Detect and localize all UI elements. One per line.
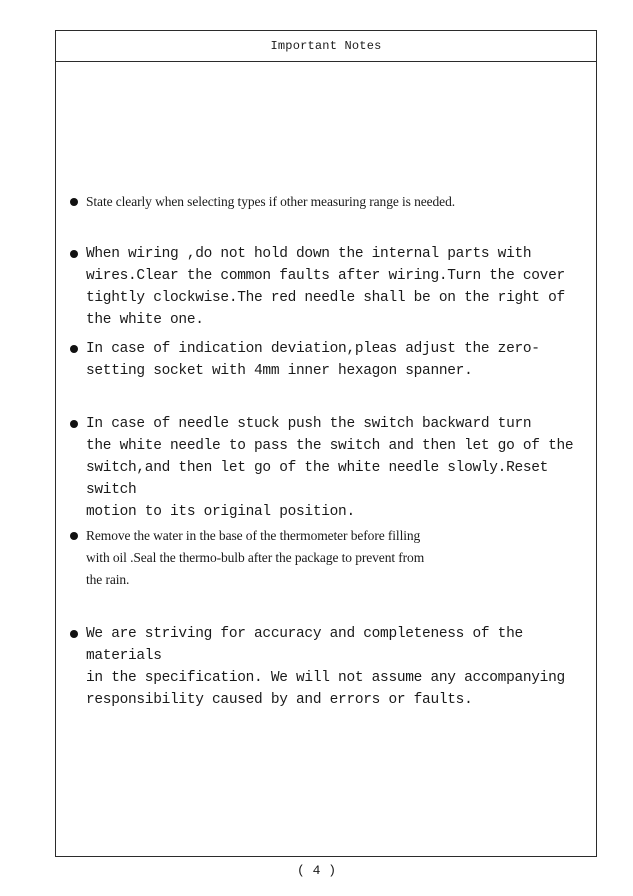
note-item [70,525,590,591]
bullet-icon [70,198,78,206]
bullet-icon [70,345,78,353]
bullet-icon [70,250,78,258]
bullet-icon [70,532,78,540]
note-item [70,338,590,382]
note-text: In case of needle stuck push the switch backward turn the white needle to pass the switch and then let go of the switch,and then let go of the white needle slowly.Reset switch motion to its original position. [86,416,574,520]
note-item [70,243,590,331]
note-text: In case of indication deviation,pleas adjust the zero- setting socket with 4mm inner hexagon spanner. [86,341,540,379]
note-item [70,191,590,213]
bullet-icon [70,630,78,638]
note-item [70,413,590,523]
page-number: ( 4 ) [296,863,336,878]
notes-header [56,31,596,62]
note-text: We are striving for accuracy and completeness of the materials in the specification. We will not assume any accompanying responsibility caused by and errors or faults. [86,626,565,708]
page-title: Important Notes [270,39,382,53]
note-text: When wiring ,do not hold down the internal parts with wires.Clear the common faults after wiring.Turn the cover tightly clockwise.The red needle shall be on the right of the white one. [86,246,565,328]
notes-frame [55,30,597,857]
bullet-icon [70,420,78,428]
note-text: Remove the water in the base of the thermometer before filling with oil .Seal the thermo-bulb after the package to prevent from the rain. [86,528,425,587]
note-text: State clearly when selecting types if other measuring range is needed. [86,194,455,209]
note-item [70,623,590,711]
